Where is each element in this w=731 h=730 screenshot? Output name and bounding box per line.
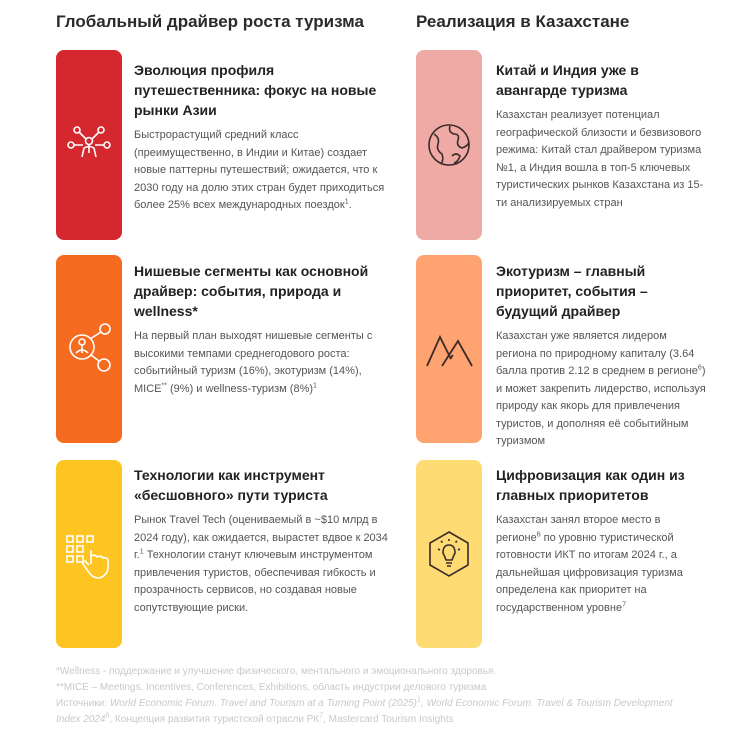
card-body: Рынок Travel Tech (оцениваемый в ~$10 млрд в 2024 году), как ожидается, вырастет вдвое к 2034 г.$^1$ Технологии станут ключевым инструментом привлечения туристов, обеспечивая гибкость и прозрачность сервисов, но создавая новые сопутствующие риски. <box>134 514 388 614</box>
card-body: Быстрорастущий средний класс (преимущественно, в Индии и Китае) создает новые паттерны путешествий; ожидается, что к 2030 году на долю этих стран будет приходиться более 25% всех международных поездок$^1$. <box>134 129 385 211</box>
left-column-title: Глобальный драйвер роста туризма <box>56 12 364 31</box>
card-china-india <box>496 60 706 212</box>
footnotes <box>56 664 696 728</box>
footnote-wellness: *Wellness - поддержание и улучшение физического, ментального и эмоционального здоровья. <box>56 666 497 677</box>
card-heading: Китай и Индия уже в авангарде туризма <box>496 62 639 98</box>
card-heading: Технологии как инструмент «бесшовного» пути туриста <box>134 467 328 503</box>
card-heading: Цифровизация как один из главных приоритетов <box>496 467 685 503</box>
lightbulb-icon <box>424 529 474 579</box>
card-heading: Эволюция профиля путешественника: фокус на новые рынки Азии <box>134 62 377 118</box>
footnote-sources: Источники: World Economic Forum. Travel and Tourism at a Turning Point $(2025)^1$, World Economic Forum. Travel & Tourism Development Index 2024$^6$, Концепция развития туристской отрасли $РК^7$, Mastercard Tourism Insights <box>56 696 673 725</box>
china-india-tile <box>416 50 482 240</box>
ecotourism-tile <box>416 255 482 443</box>
card-evolution <box>134 60 396 215</box>
traveler-network-icon <box>65 121 113 169</box>
technology-tile <box>56 460 122 648</box>
niche-tile <box>56 255 122 443</box>
niche-segments-icon <box>64 319 114 379</box>
card-digital <box>496 465 706 617</box>
card-body: На первый план выходят нишевые сегменты с высокими темпами среднегодового роста: событийный туризм (16%), экотуризм (14%), MICE** (9%) и wellness-туризм $(8\%)^1$ <box>134 330 373 395</box>
right-column-title: Реализация в Казахстане <box>416 12 630 31</box>
card-body: Казахстан занял второе место в регионе$^6$ по уровню туристической готовности ИКТ по итогам 2024 г., а дальнейшая цифровизация туризма определена как приоритет на государственном уровне$^7$ <box>496 514 683 614</box>
card-heading: Экотуризм – главный приоритет, события – будущий драйвер <box>496 263 648 319</box>
traveler-tile <box>56 50 122 240</box>
touch-keypad-icon <box>61 526 117 582</box>
mountains-icon <box>424 329 474 369</box>
digital-tile <box>416 460 482 648</box>
card-body: Казахстан реализует потенциал географической близости и безвизового режима: Китай стал драйвером туризма №1, а Индия вошла в топ-5 ключевых туристических рынков Казахстана из 15-ти анализируемых стран <box>496 109 704 209</box>
footnote-mice: **MICE – Meetings, Incentives, Conferences, Exhibitions, область индустрии делового туризма <box>56 682 487 693</box>
card-niche <box>134 261 396 398</box>
card-ecotourism <box>496 261 708 451</box>
globe-icon <box>426 122 472 168</box>
card-technology <box>134 465 392 617</box>
card-body: Казахстан уже является лидером региона по природному капиталу (3.64 балла против 2.12 в среднем в регионе$^6$) и может закрепить лидерство, используя природу как якорь для привлечения туристов, и дополняя её событийным туризмом <box>496 330 706 447</box>
card-heading: Нишевые сегменты как основной драйвер: события, природа и wellness* <box>134 263 369 319</box>
